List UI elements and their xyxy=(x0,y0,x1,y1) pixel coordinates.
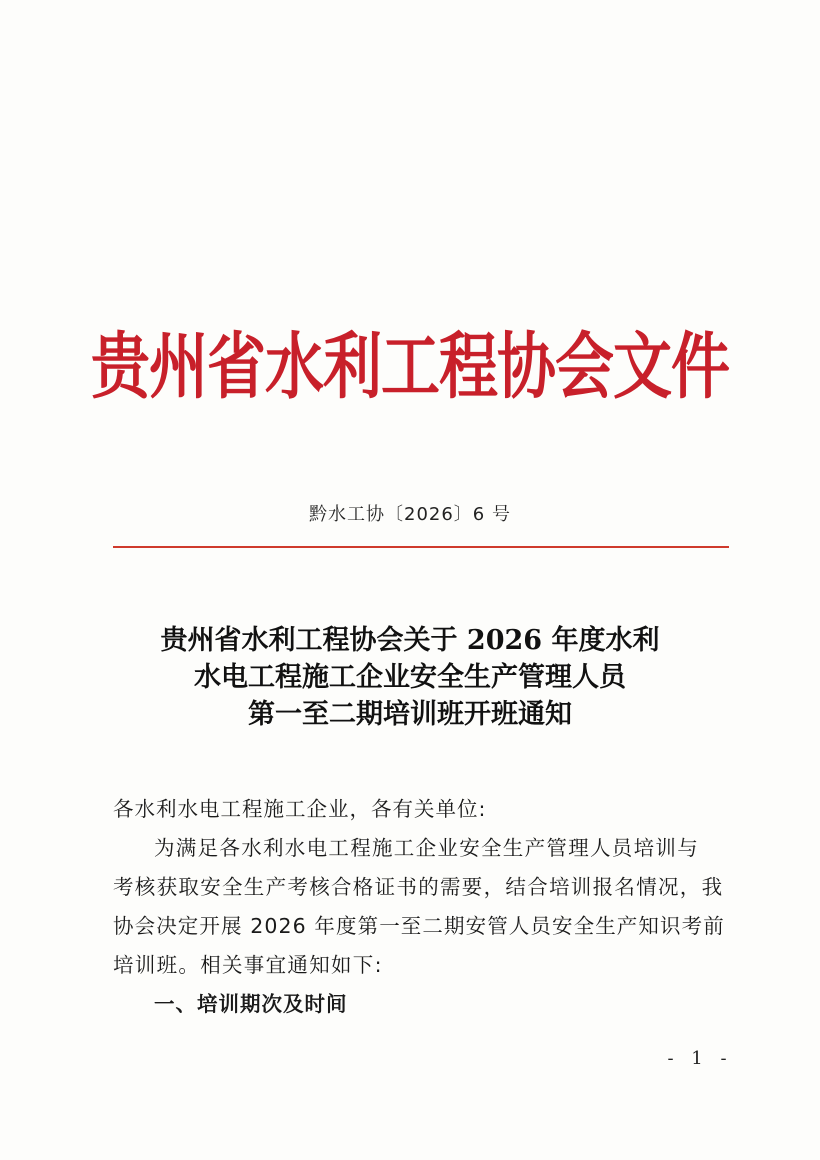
document-header-title: 贵州省水利工程协会文件 xyxy=(90,324,729,409)
section-heading: 一、培训期次及时间 xyxy=(154,992,348,1016)
paragraph-line: 培训班。相关事宜通知如下: xyxy=(113,953,383,977)
paragraph-line: 协会决定开展 2026 年度第一至二期安管人员安全生产知识考前 xyxy=(113,914,725,938)
header-red-rule xyxy=(113,546,729,548)
body-paragraph xyxy=(113,829,729,985)
document-number: 黔水工协〔2026〕6 号 xyxy=(309,504,511,525)
paragraph-line: 考核获取安全生产考核合格证书的需要，结合培训报名情况，我 xyxy=(113,875,724,899)
notice-title-line: 第一至二期培训班开班通知 xyxy=(248,699,572,730)
salutation: 各水利水电工程施工企业，各有关单位: xyxy=(113,797,487,821)
paragraph-line: 为满足各水利水电工程施工企业安全生产管理人员培训与 xyxy=(154,836,699,860)
document-body xyxy=(113,790,729,1024)
notice-title xyxy=(90,622,730,733)
page-number: - 1 - xyxy=(667,1048,733,1069)
notice-title-line: 贵州省水利工程协会关于 2026 年度水利 xyxy=(160,625,660,656)
notice-title-line: 水电工程施工企业安全生产管理人员 xyxy=(194,662,626,693)
